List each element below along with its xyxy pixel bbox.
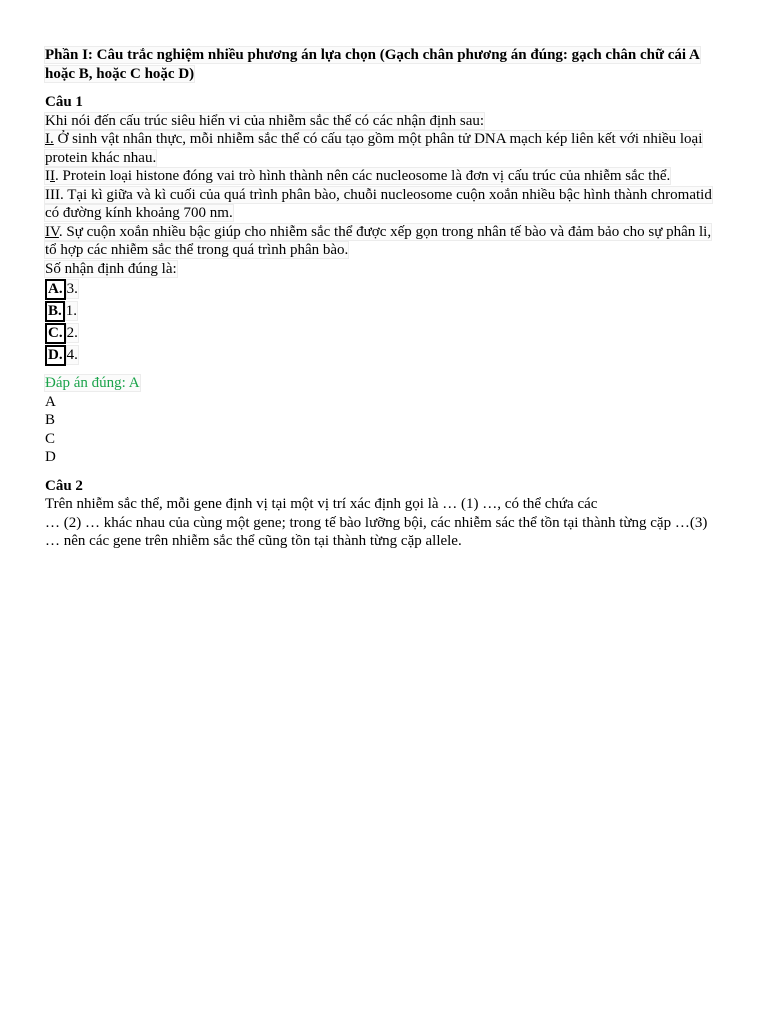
statement-3-text-cont: có đường kính khoảng 700 nm. <box>45 205 233 221</box>
question-1-prompt: Số nhận định đúng là: <box>45 260 177 277</box>
question-2-line-3: … nên các gene trên nhiễm sắc thể cũng tồn tại thành từng cặp allele. <box>45 533 462 549</box>
statement-2 <box>45 168 670 184</box>
option-b-text: 1. <box>65 302 78 319</box>
option-b-letter[interactable]: B. <box>45 301 65 322</box>
question-1-intro: Khi nói đến cấu trúc siêu hiển vi của nhiễm sắc thể có các nhận định sau: <box>45 112 485 129</box>
option-a-text: 3. <box>66 280 78 297</box>
statement-1-number: I. <box>45 131 54 147</box>
question-1-title: Câu 1 <box>45 94 83 110</box>
option-a-letter[interactable]: A. <box>45 279 66 300</box>
option-c[interactable] <box>45 322 725 344</box>
option-d[interactable] <box>45 344 725 366</box>
option-d-letter[interactable]: D. <box>45 345 66 366</box>
option-d-text: 4. <box>66 346 78 363</box>
question-2 <box>45 477 725 551</box>
statement-4-text-cont: tổ hợp các nhiễm sắc thể trong quá trình phân bào. <box>45 242 349 258</box>
section-heading-line-1: Phần I: Câu trắc nghiệm nhiều phương án lựa chọn (Gạch chân phương án đúng: gạch chân chữ cái A <box>45 47 700 63</box>
question-2-title: Câu 2 <box>45 477 83 494</box>
statement-1-text-cont: protein khác nhau. <box>45 149 157 166</box>
statement-2-text: . Protein loại histone đóng vai trò hình thành nên các nucleosome là đơn vị cấu trúc của nhiễm sắc thể. <box>55 168 671 184</box>
statement-2-number: I <box>50 168 55 184</box>
answer-option-a: A <box>45 393 56 410</box>
answer-option-b: B <box>45 412 56 428</box>
correct-answer <box>45 374 725 393</box>
option-a[interactable] <box>45 278 725 300</box>
statement-4-text: . Sự cuộn xoắn nhiều bậc giúp cho nhiễm sắc thể được xếp gọn trong nhân tế bào và đảm bảo cho sự phân li, <box>58 223 712 240</box>
answer-option-d: D <box>45 449 56 465</box>
section-heading-line-2: hoặc B, hoặc C hoặc D) <box>45 65 195 82</box>
question-2-line-1: Trên nhiễm sắc thể, mỗi gene định vị tại một vị trí xác định gọi là … (1) …, có thể chứa các <box>45 496 598 512</box>
option-c-letter[interactable]: C. <box>45 323 66 344</box>
section-heading <box>45 46 725 83</box>
statement-4-number: IV <box>45 223 59 240</box>
answer-option-c: C <box>45 430 56 447</box>
correct-answer-text: Đáp án đúng: A <box>45 375 140 391</box>
option-list <box>45 278 725 366</box>
question-2-line-2: … (2) … khác nhau của cùng một gene; trong tế bào lưỡng bội, các nhiễm sác thể tồn tại thành từng cặp …(3) <box>45 514 708 531</box>
statement-2-number-prefix: I <box>45 168 50 184</box>
option-b[interactable] <box>45 300 725 322</box>
statement-3: III. Tại kì giữa và kì cuối của quá trình phân bào, chuỗi nucleosome cuộn xoắn nhiều bậc hình thành chromatid <box>45 186 712 203</box>
statement-4 <box>45 224 711 240</box>
statement-1-text: Ở sinh vật nhân thực, mỗi nhiễm sắc thể có cấu tạo gồm một phân tử DNA mạch kép liên kết với nhiều loại <box>53 131 703 147</box>
question-1 <box>45 93 725 467</box>
document-page <box>45 46 725 551</box>
option-c-text: 2. <box>66 324 78 341</box>
statement-1 <box>45 131 702 147</box>
